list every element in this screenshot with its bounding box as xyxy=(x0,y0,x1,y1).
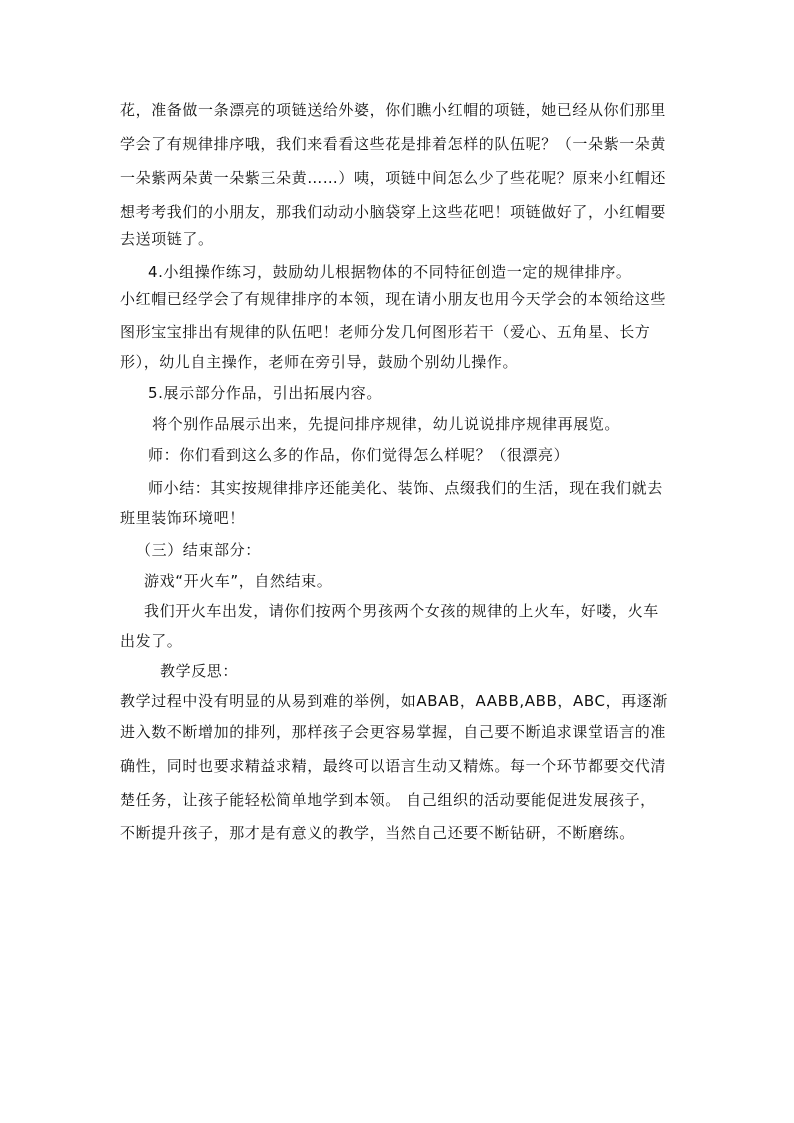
paragraph-line: 不断提升孩子，那才是有意义的教学，当然自己还要不断钻研，不断磨练。 xyxy=(120,824,635,842)
section-heading: （三）结束部分： xyxy=(136,541,261,559)
paragraph-line: 花，准备做一条漂亮的项链送给外婆，你们瞧小红帽的项链，她已经从你们那里 xyxy=(120,101,667,119)
paragraph-line: 进入数不断增加的排列，那样孩子会更容易掌握，自己要不断追求课堂语言的准 xyxy=(120,723,667,741)
paragraph-line: 确性，同时也要求精益求精，最终可以语言生动又精炼。每一个环节都要交代清 xyxy=(120,757,667,775)
section-heading: 4.小组操作练习，鼓励幼儿根据物体的不同特征创造一定的规律排序。 xyxy=(148,263,632,281)
paragraph-line: 一朵紫两朵黄一朵紫三朵黄……）咦，项链中间怎么少了些花呢？原来小红帽还 xyxy=(120,169,667,187)
paragraph-line: 将个别作品展示出来，先提问排序规律，幼儿说说排序规律再展览。 xyxy=(152,415,621,433)
paragraph-line: 教学过程中没有明显的从易到难的举例，如ABAB，AABB,ABB，ABC，再逐渐 xyxy=(120,692,668,710)
paragraph-line: 师：你们看到这么多的作品，你们觉得怎么样呢？（很漂亮） xyxy=(148,446,570,464)
paragraph-line: 小红帽已经学会了有规律排序的本领，现在请小朋友也用今天学会的本领给这些 xyxy=(120,290,667,308)
section-heading: 教学反思： xyxy=(160,662,239,680)
paragraph-line: 形），幼儿自主操作，老师在旁引导，鼓励个别幼儿操作。 xyxy=(120,353,519,371)
paragraph-line: 出发了。 xyxy=(120,632,183,650)
paragraph-line: 我们开火车出发，请你们按两个男孩两个女孩的规律的上火车，好喽，火车 xyxy=(144,602,659,620)
paragraph-line: 想考考我们的小朋友，那我们动动小脑袋穿上这些花吧！项链做好了，小红帽要 xyxy=(120,203,667,221)
paragraph-line: 学会了有规律排序哦，我们来看看这些花是排着怎样的队伍呢？（一朵紫一朵黄 xyxy=(120,135,667,153)
paragraph-line: 班里装饰环境吧！ xyxy=(120,509,245,527)
paragraph-line: 图形宝宝排出有规律的队伍吧！老师分发几何图形若干（爱心、五角星、长方 xyxy=(120,323,651,341)
paragraph-line: 游戏“开火车”，自然结束。 xyxy=(144,572,333,590)
paragraph-line: 去送项链了。 xyxy=(120,230,214,248)
section-heading: 5.展示部分作品，引出拓展内容。 xyxy=(148,384,382,402)
paragraph-line: 楚任务，让孩子能轻松简单地学到本领。 自己组织的活动要能促进发展孩子， xyxy=(120,791,656,809)
paragraph-line: 师小结：其实按规律排序还能美化、装饰、点缀我们的生活，现在我们就去 xyxy=(148,479,663,497)
